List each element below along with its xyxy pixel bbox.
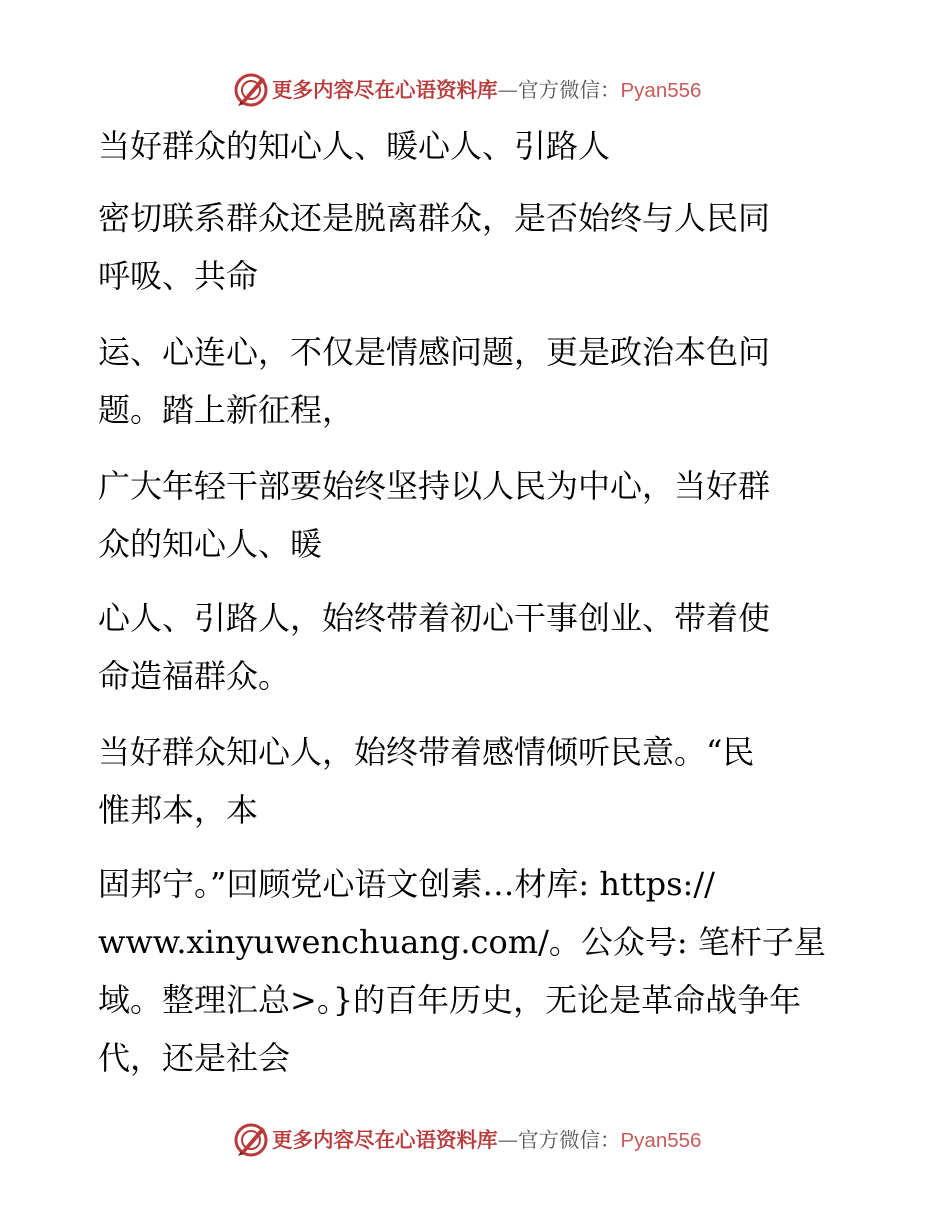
- text-line: 代，还是社会: [98, 1039, 291, 1077]
- watermark-footer: [232, 1120, 712, 1160]
- text-line: 当好群众的知心人、暖心人、引路人: [98, 127, 611, 165]
- text-line: 呼吸、共命: [98, 257, 259, 295]
- watermark-id: Pyan556: [620, 1128, 702, 1152]
- watermark-text: [272, 1120, 701, 1161]
- text-line: 运、心连心，不仅是情感问题，更是政治本色问: [98, 333, 771, 371]
- text-line: 惟邦本，本: [98, 791, 259, 829]
- text-line: 广大年轻干部要始终坚持以人民为中心，当好群: [98, 467, 771, 505]
- text-line: 题。踏上新征程，: [98, 391, 355, 429]
- pen-logo-icon: [232, 1121, 270, 1159]
- text-line: www.xinyuwenchuang.com/。公众号: 笔杆子星: [98, 923, 826, 961]
- pen-logo-icon: [232, 71, 270, 109]
- watermark-sub: 官方微信：: [518, 77, 621, 102]
- text-line: 固邦宁。”回顾党心语文创素…材库: https://: [98, 865, 715, 903]
- watermark-dash: —: [497, 77, 518, 102]
- text-line: 当好群众知心人，始终带着感情倾听民意。“民: [98, 733, 755, 771]
- text-line: 命造福群众。: [98, 657, 291, 695]
- watermark-header: [232, 70, 712, 110]
- text-line: 众的知心人、暖: [98, 525, 323, 563]
- text-line: 心人、引路人，始终带着初心干事创业、带着使: [98, 599, 771, 637]
- watermark-dash: —: [497, 1127, 518, 1152]
- text-line: 域。整理汇总>。}的百年历史，无论是革命战争年: [98, 981, 802, 1019]
- watermark-text: [272, 70, 701, 111]
- watermark-id: Pyan556: [620, 78, 702, 102]
- watermark-main: 更多内容尽在心语资料库: [272, 77, 498, 102]
- watermark-sub: 官方微信：: [518, 1127, 621, 1152]
- text-line: 密切联系群众还是脱离群众，是否始终与人民同: [98, 199, 771, 237]
- watermark-main: 更多内容尽在心语资料库: [272, 1127, 498, 1152]
